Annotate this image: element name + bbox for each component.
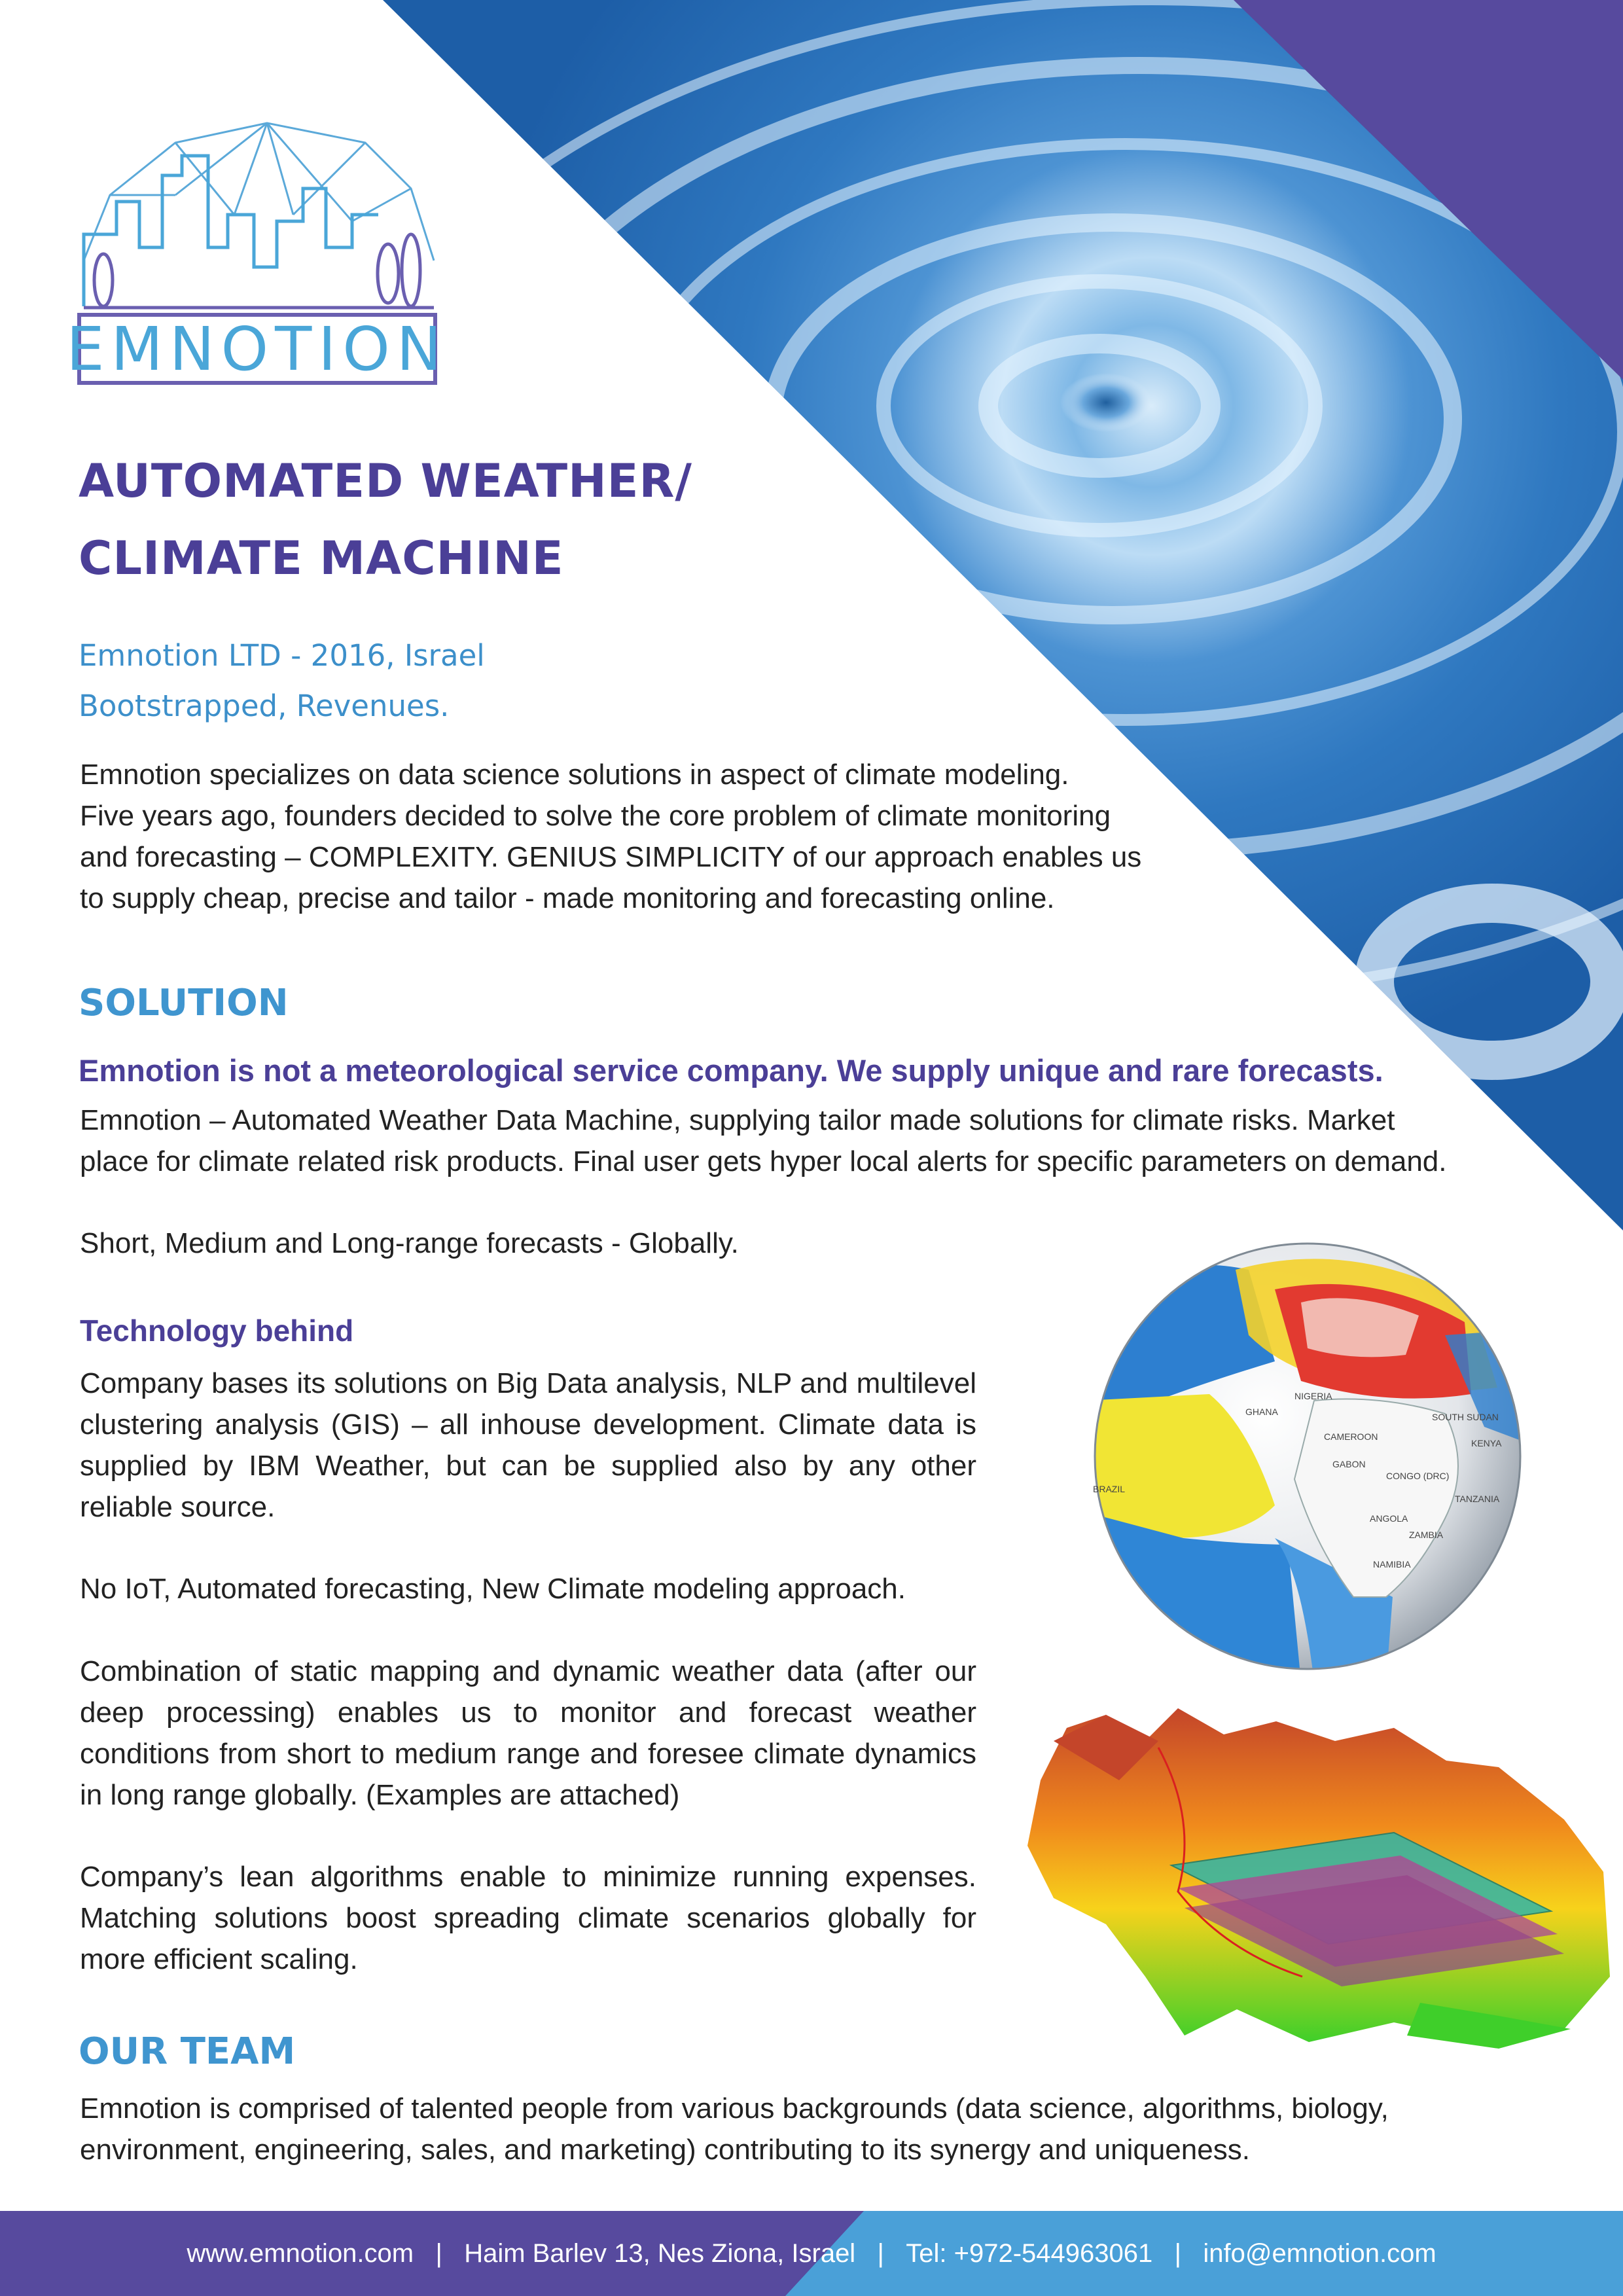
label-angola: ANGOLA <box>1370 1513 1408 1524</box>
title-line-2: CLIMATE MACHINE <box>79 531 564 585</box>
team-paragraph <box>80 2088 1585 2170</box>
label-namibia: NAMIBIA <box>1373 1559 1411 1570</box>
technology-paragraph-1: Company bases its solutions on Big Data analysis, NLP and multilevel clustering analysis (GIS) – all inhouse development. Climate data is supplied by IBM Weather, but can be supplied also by any other reliable source. <box>80 1367 976 1523</box>
team-line-2: environment, engineering, sales, and marketing) contributing to its synergy and uniqueness. <box>80 2134 1250 2166</box>
globe-forecast-map <box>1079 1230 1537 1682</box>
logo-wordmark: EMNOTION <box>66 314 448 384</box>
intro-line-4: to supply cheap, precise and tailor - made monitoring and forecasting online. <box>80 882 1055 914</box>
label-ghana: GHANA <box>1245 1407 1278 1417</box>
technology-paragraph-3: Combination of static mapping and dynamic weather data (after our deep processing) enables us to monitor and forecast weather conditions from short to medium range and foresee climate dynamics in long range globally. (Examples are attached) <box>80 1655 976 1811</box>
solution-description <box>80 1100 1585 1182</box>
label-tanzania: TANZANIA <box>1455 1494 1500 1504</box>
team-line-1: Emnotion is comprised of talented people from various backgrounds (data science, algorithms, biology, <box>80 2092 1389 2125</box>
label-nigeria: NIGERIA <box>1294 1391 1332 1401</box>
label-south-sudan: SOUTH SUDAN <box>1432 1412 1499 1422</box>
solution-heading: SOLUTION <box>79 982 289 1024</box>
footer-separator-1: | <box>435 2238 442 2268</box>
title-line-1: AUTOMATED WEATHER/ <box>79 454 692 508</box>
emnotion-logo <box>66 117 448 398</box>
page-title <box>79 442 864 597</box>
footer-email[interactable]: info@emnotion.com <box>1203 2238 1436 2268</box>
funding-line: Bootstrapped, Revenues. <box>79 689 450 723</box>
intro-line-3: and forecasting – COMPLEXITY. GENIUS SIMPLICITY of our approach enables us <box>80 841 1142 873</box>
intro-line-1: Emnotion specializes on data science solutions in aspect of climate modeling. <box>80 759 1069 791</box>
terrain-elevation-model <box>1027 1702 1616 2055</box>
footer-separator-2: | <box>877 2238 884 2268</box>
label-brazil: BRAZIL <box>1093 1484 1126 1494</box>
technology-paragraph-4: Company’s lean algorithms enable to minimize running expenses. Matching solutions boost spreading climate scenarios globally for more efficient scaling. <box>80 1861 976 1975</box>
technology-paragraph-2: No IoT, Automated forecasting, New Climate modeling approach. <box>80 1573 906 1605</box>
footer-contact <box>0 2211 1623 2296</box>
team-heading: OUR TEAM <box>79 2030 296 2073</box>
technology-heading: Technology behind <box>80 1314 354 1348</box>
footer-website[interactable]: www.emnotion.com <box>187 2238 414 2268</box>
label-gabon: GABON <box>1332 1459 1366 1469</box>
footer-bar <box>0 2211 1623 2296</box>
label-cameroon: CAMEROON <box>1324 1431 1378 1442</box>
company-line: Emnotion LTD - 2016, Israel <box>79 638 485 673</box>
intro-paragraph <box>80 754 1258 919</box>
footer-address: Haim Barlev 13, Nes Ziona, Israel <box>464 2238 856 2268</box>
solution-tagline: Emnotion is not a meteorological service company. We supply unique and rare forecasts. <box>79 1053 1383 1088</box>
solution-desc-line-2: place for climate related risk products. Final user gets hyper local alerts for specific parameters on demand. <box>80 1145 1447 1177</box>
footer-separator-3: | <box>1174 2238 1182 2268</box>
label-kenya: KENYA <box>1471 1438 1502 1448</box>
footer-phone[interactable]: Tel: +972-544963061 <box>906 2238 1153 2268</box>
solution-desc-line-1: Emnotion – Automated Weather Data Machine, supplying tailor made solutions for climate risks. Market <box>80 1104 1395 1136</box>
intro-line-2: Five years ago, founders decided to solve the core problem of climate monitoring <box>80 800 1111 832</box>
label-congo: CONGO (DRC) <box>1386 1471 1450 1481</box>
forecast-ranges: Short, Medium and Long-range forecasts - Globally. <box>80 1227 739 1259</box>
label-zambia: ZAMBIA <box>1409 1530 1444 1540</box>
skyline-icon <box>77 117 444 326</box>
